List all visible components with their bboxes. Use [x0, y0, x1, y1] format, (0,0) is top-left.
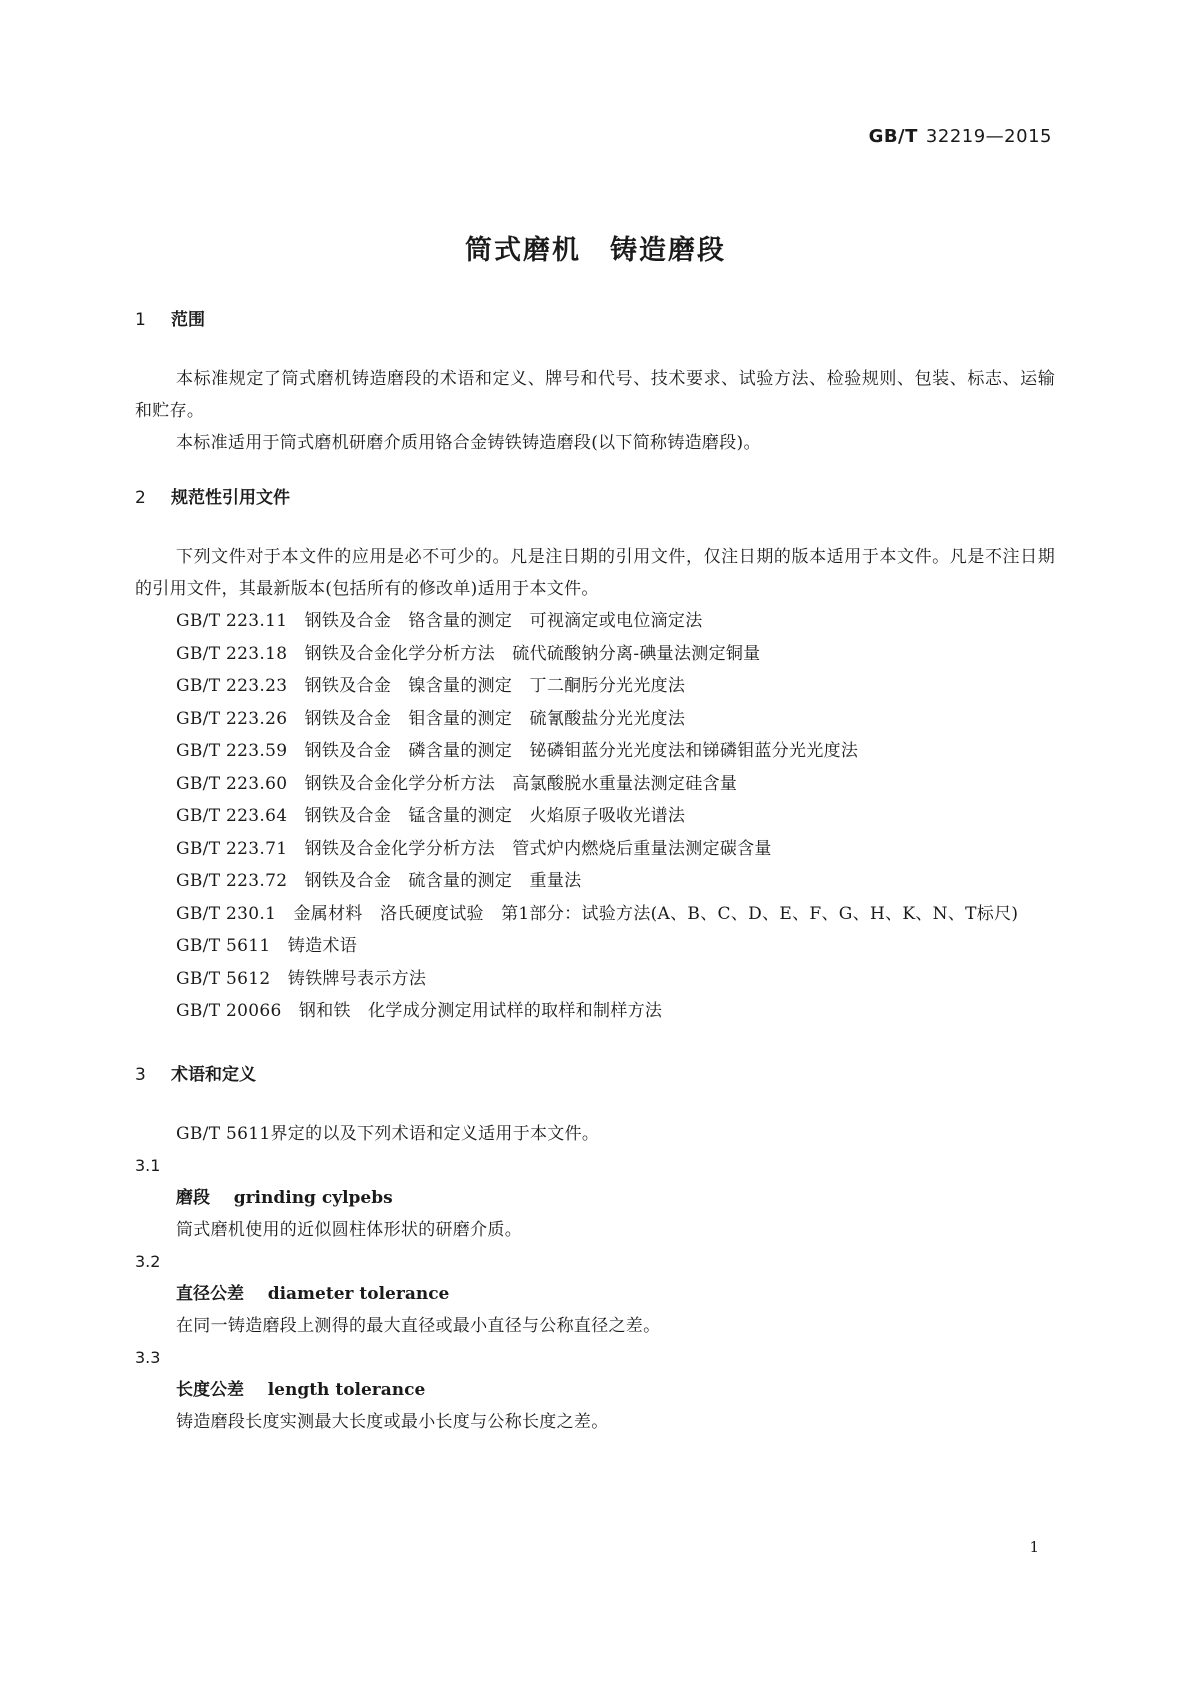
term-number: 3.1 [135, 1156, 161, 1175]
section-terms-body [135, 1118, 1055, 1438]
reference-item: GB/T 230.1 金属材料 洛氏硬度试验 第1部分：试验方法(A、B、C、D、E、F、G、H、K、N、T标尺) [176, 903, 1019, 924]
standard-prefix: GB/T [868, 126, 918, 147]
term-number: 3.3 [135, 1348, 161, 1367]
reference-item: GB/T 223.59 钢铁及合金 磷含量的测定 铋磷钼蓝分光光度法和锑磷钼蓝分光光度法 [176, 741, 859, 761]
reference-item: GB/T 5611 铸造术语 [176, 936, 358, 956]
section-references-body [135, 541, 1055, 1028]
section-heading: 1 范围 [135, 310, 205, 330]
reference-item: GB/T 20066 钢和铁 化学成分测定用试样的取样和制样方法 [176, 1001, 663, 1021]
reference-item: GB/T 223.26 钢铁及合金 钼含量的测定 硫氰酸盐分光光度法 [176, 708, 686, 729]
term-number: 3.2 [135, 1252, 161, 1271]
reference-item: GB/T 223.64 钢铁及合金 锰含量的测定 火焰原子吸收光谱法 [176, 806, 686, 826]
reference-item: GB/T 223.71 钢铁及合金化学分析方法 管式炉内燃烧后重量法测定碳含量 [176, 838, 772, 859]
paragraph: 本标准规定了筒式磨机铸造磨段的术语和定义、牌号和代号、技术要求、试验方法、检验规则、包装、标志、运输和贮存。 [135, 369, 1055, 421]
reference-item: GB/T 5612 铸铁牌号表示方法 [176, 968, 427, 989]
term-definition: 筒式磨机使用的近似圆柱体形状的研磨介质。 [176, 1220, 522, 1240]
term-heading: 磨段 grinding cylpebs [176, 1188, 393, 1208]
section-scope-body [135, 363, 1055, 459]
section-terms-definitions [135, 1063, 1055, 1087]
reference-item: GB/T 223.18 钢铁及合金化学分析方法 硫代硫酸钠分离-碘量法测定铜量 [176, 643, 761, 664]
paragraph: GB/T 5611界定的以及下列术语和定义适用于本文件。 [176, 1124, 600, 1144]
reference-item: GB/T 223.60 钢铁及合金化学分析方法 高氯酸脱水重量法测定硅含量 [176, 773, 738, 794]
standard-code [869, 126, 1052, 147]
paragraph: 下列文件对于本文件的应用是必不可少的。凡是注日期的引用文件，仅注日期的版本适用于本文件。凡是不注日期的引用文件，其最新版本(包括所有的修改单)适用于本文件。 [135, 547, 1055, 599]
document-title: 筒式磨机 铸造磨段 [465, 235, 726, 266]
reference-item: GB/T 223.72 钢铁及合金 硫含量的测定 重量法 [176, 871, 582, 891]
section-normative-references [135, 486, 1055, 510]
term-heading: 长度公差 length tolerance [176, 1380, 426, 1400]
reference-item: GB/T 223.11 钢铁及合金 铬含量的测定 可视滴定或电位滴定法 [176, 611, 703, 631]
paragraph: 本标准适用于筒式磨机研磨介质用铬合金铸铁铸造磨段(以下简称铸造磨段)。 [176, 433, 761, 453]
term-definition: 在同一铸造磨段上测得的最大直径或最小直径与公称直径之差。 [176, 1316, 661, 1336]
page-number: 1 [1029, 1538, 1039, 1556]
reference-item: GB/T 223.23 钢铁及合金 镍含量的测定 丁二酮肟分光光度法 [176, 676, 686, 696]
term-definition: 铸造磨段长度实测最大长度或最小长度与公称长度之差。 [176, 1412, 609, 1432]
section-heading: 2 规范性引用文件 [135, 488, 290, 508]
section-scope [135, 308, 1055, 332]
term-heading: 直径公差 diameter tolerance [176, 1284, 450, 1304]
standard-number: 32219—2015 [925, 126, 1052, 147]
section-heading: 3 术语和定义 [135, 1065, 256, 1085]
